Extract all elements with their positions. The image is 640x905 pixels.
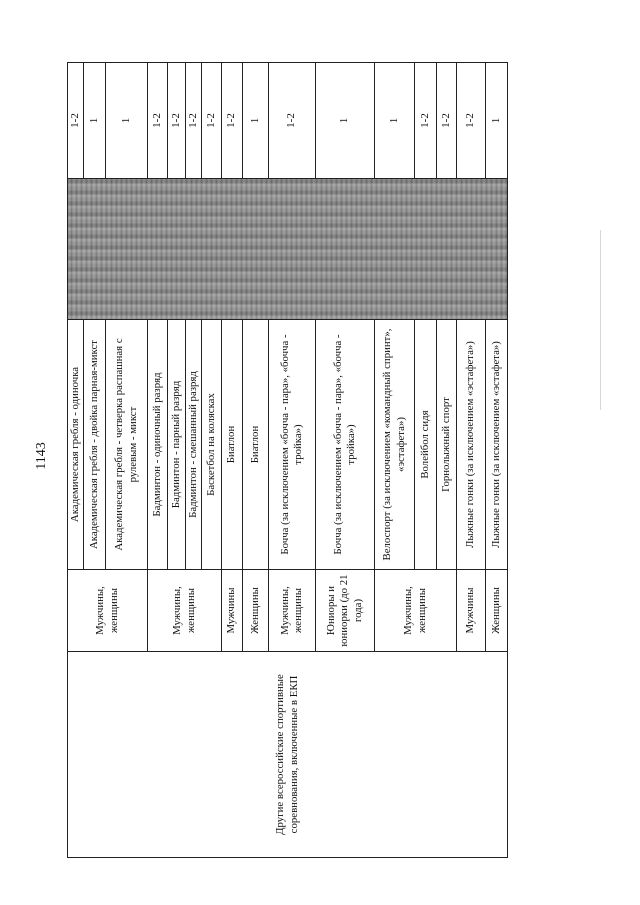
class-cell: 1-2 [457,63,486,179]
class-cell: 1 [486,63,508,179]
gender-cell: Мужчины, женщины [148,570,222,652]
class-cell: 1-2 [222,63,243,179]
discipline-cell: Бочча (за исключением «бочча - пара», «бочча - тройка») [269,320,316,570]
class-cell: 1-2 [148,63,168,179]
discipline-cell: Биатлон [243,320,269,570]
gender-cell: Мужчины, женщины [269,570,316,652]
discipline-cell: Академическая гребля - четверка распашная с рулевым - микст [106,320,148,570]
discipline-cell: Академическая гребля - одиночка [68,320,84,570]
class-cell: 1-2 [437,63,457,179]
class-cell: 1 [375,63,415,179]
discipline-cell: Горнолыжный спорт [437,320,457,570]
rotated-table-container [67,63,502,858]
gender-cell: Мужчины [222,570,243,652]
discipline-cell: Лыжные гонки (за исключением «эстафета») [457,320,486,570]
class-cell: 1 [243,63,269,179]
table-row [68,63,84,858]
class-cell: 1 [316,63,375,179]
discipline-cell: Биатлон [222,320,243,570]
class-cell: 1-2 [168,63,186,179]
scan-artifact-line [600,230,601,410]
discipline-cell: Волейбол сидя [415,320,437,570]
gender-cell: Мужчины, женщины [375,570,457,652]
discipline-cell: Велоспорт (за исключением «командный спринт», «эстафета») [375,320,415,570]
discipline-cell: Бочча (за исключением «бочча - пара», «бочча - тройка») [316,320,375,570]
page-number: 1143 [34,442,49,470]
gender-cell: Женщины [486,570,508,652]
gender-cell: Юниоры и юниорки (до 21 года) [316,570,375,652]
class-cell: 1-2 [415,63,437,179]
class-cell: 1-2 [68,63,84,179]
gender-cell: Женщины [243,570,269,652]
discipline-cell: Баскетбол на колясках [202,320,222,570]
discipline-cell: Лыжные гонки (за исключением «эстафета») [486,320,508,570]
discipline-cell: Бадминтон - парный разряд [168,320,186,570]
competition-table [67,62,508,858]
class-cell: 1 [84,63,106,179]
class-cell: 1-2 [186,63,202,179]
discipline-cell: Академическая гребля - двойка парная-микст [84,320,106,570]
class-cell: 1 [106,63,148,179]
class-cell: 1-2 [202,63,222,179]
gender-cell: Мужчины [457,570,486,652]
class-cell: 1-2 [269,63,316,179]
discipline-cell: Бадминтон - смешанный разряд [186,320,202,570]
discipline-cell: Бадминтон - одиночный разряд [148,320,168,570]
gender-cell: Мужчины, женщины [68,570,148,652]
category-cell: Другие всероссийские спортивные соревнования, включенные в ЕКП [68,652,508,858]
redacted-column [68,179,508,320]
